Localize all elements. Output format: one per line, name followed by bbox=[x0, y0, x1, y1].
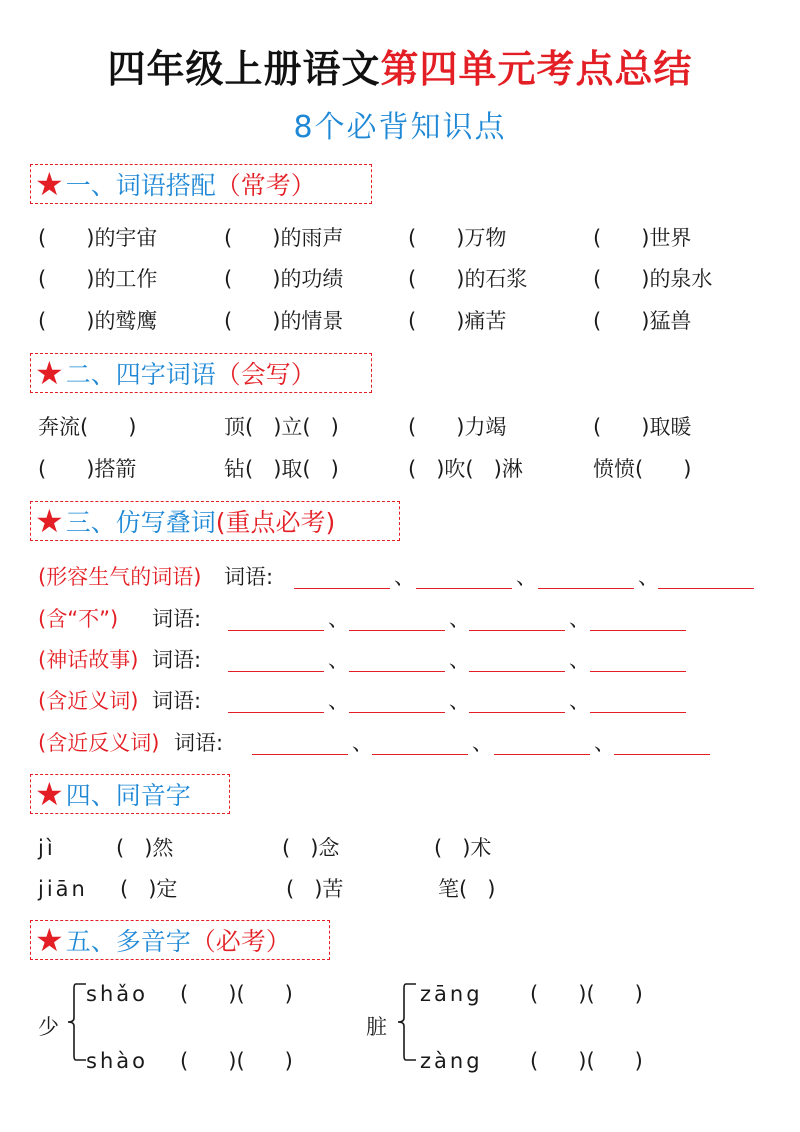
section-4-title: 同音字 bbox=[115, 781, 191, 810]
section-2-title: 四字词语 bbox=[115, 360, 216, 389]
polyphone-blank: ( )( ) bbox=[180, 982, 293, 1006]
s1-item: ( )的工作 bbox=[38, 267, 158, 291]
s1-item: ( )的鹫鹰 bbox=[38, 309, 158, 333]
star-icon: ★ bbox=[35, 921, 64, 959]
answer-blank[interactable] bbox=[252, 754, 348, 755]
s4-item: ( )定 bbox=[120, 877, 178, 901]
s1-item: ( )的功绩 bbox=[224, 267, 344, 291]
s3-category: (形容生气的词语) bbox=[38, 565, 202, 589]
section-5-note: （必考） bbox=[190, 927, 291, 956]
answer-blank[interactable] bbox=[469, 671, 565, 672]
answer-blank[interactable] bbox=[538, 588, 634, 589]
separator: 、 bbox=[328, 648, 349, 672]
star-icon: ★ bbox=[35, 502, 64, 540]
answer-blank[interactable] bbox=[228, 630, 324, 631]
section-1-title: 词语搭配 bbox=[115, 171, 216, 200]
s1-item: ( )世界 bbox=[593, 226, 692, 250]
s2-item: 钻( )取( ) bbox=[224, 457, 339, 481]
polyphone-blank: ( )( ) bbox=[180, 1049, 293, 1073]
s2-item: ( )力竭 bbox=[408, 415, 507, 439]
brace-icon bbox=[394, 980, 418, 1064]
separator: 、 bbox=[638, 565, 659, 589]
section-1-header bbox=[30, 164, 372, 204]
section-4-header bbox=[30, 774, 230, 814]
section-2-number: 二、 bbox=[65, 360, 116, 389]
s1-item: ( )的石浆 bbox=[408, 267, 528, 291]
separator: 、 bbox=[569, 689, 590, 713]
polyphone-pinyin: zāng bbox=[420, 982, 483, 1006]
section-3-number: 三、 bbox=[65, 508, 116, 537]
separator: 、 bbox=[569, 607, 590, 631]
star-icon: ★ bbox=[35, 354, 64, 392]
s3-label: 词语: bbox=[152, 607, 202, 631]
polyphone-pinyin: shào bbox=[86, 1049, 148, 1073]
s1-item: ( )万物 bbox=[408, 226, 507, 250]
s3-category: (含近反义词) bbox=[38, 731, 160, 755]
separator: 、 bbox=[328, 689, 349, 713]
s3-label: 词语: bbox=[174, 731, 224, 755]
s1-item: ( )的泉水 bbox=[593, 267, 713, 291]
answer-blank[interactable] bbox=[228, 712, 324, 713]
polyphone-char: 少 bbox=[38, 1015, 59, 1039]
section-2-note: （会写） bbox=[215, 360, 316, 389]
answer-blank[interactable] bbox=[494, 754, 590, 755]
answer-blank[interactable] bbox=[349, 630, 445, 631]
s2-item: ( )搭箭 bbox=[38, 457, 137, 481]
polyphone-blank: ( )( ) bbox=[530, 1049, 643, 1073]
section-5-title: 多音字 bbox=[115, 927, 191, 956]
separator: 、 bbox=[472, 731, 493, 755]
section-2-header bbox=[30, 353, 372, 393]
answer-blank[interactable] bbox=[228, 671, 324, 672]
s4-pinyin: jì bbox=[38, 836, 56, 860]
answer-blank[interactable] bbox=[469, 630, 565, 631]
section-3-note: (重点必考) bbox=[215, 508, 336, 537]
separator: 、 bbox=[449, 648, 470, 672]
s1-item: ( )的情景 bbox=[224, 309, 344, 333]
separator: 、 bbox=[449, 689, 470, 713]
s2-item: 顶( )立( ) bbox=[224, 415, 339, 439]
separator: 、 bbox=[449, 607, 470, 631]
s3-label: 词语: bbox=[152, 689, 202, 713]
s1-item: ( )的宇宙 bbox=[38, 226, 158, 250]
answer-blank[interactable] bbox=[349, 712, 445, 713]
separator: 、 bbox=[352, 731, 373, 755]
answer-blank[interactable] bbox=[416, 588, 512, 589]
s3-category: (含近义词) bbox=[38, 689, 139, 713]
title-part1: 四年级上册语文 bbox=[107, 47, 381, 91]
s3-category: (神话故事) bbox=[38, 648, 139, 672]
separator: 、 bbox=[516, 565, 537, 589]
polyphone-blank: ( )( ) bbox=[530, 982, 643, 1006]
section-3-title: 仿写叠词 bbox=[115, 508, 216, 537]
separator: 、 bbox=[594, 731, 615, 755]
s1-item: ( )猛兽 bbox=[593, 309, 692, 333]
brace-icon bbox=[64, 980, 88, 1064]
s4-item: ( )苦 bbox=[286, 877, 344, 901]
answer-blank[interactable] bbox=[469, 712, 565, 713]
section-4-number: 四、 bbox=[65, 781, 116, 810]
answer-blank[interactable] bbox=[372, 754, 468, 755]
section-3-header bbox=[30, 501, 400, 541]
separator: 、 bbox=[394, 565, 415, 589]
answer-blank[interactable] bbox=[349, 671, 445, 672]
answer-blank[interactable] bbox=[590, 630, 686, 631]
answer-blank[interactable] bbox=[614, 754, 710, 755]
s2-item: 奔流( ) bbox=[38, 415, 137, 439]
star-icon: ★ bbox=[35, 775, 64, 813]
polyphone-char: 脏 bbox=[366, 1015, 387, 1039]
s4-item: ( )念 bbox=[282, 836, 340, 860]
s4-item: ( )术 bbox=[434, 836, 492, 860]
section-1-note: （常考） bbox=[215, 171, 316, 200]
s4-item: ( )然 bbox=[116, 836, 174, 860]
s4-pinyin: jiān bbox=[38, 877, 88, 901]
s4-item: 笔( ) bbox=[438, 877, 496, 901]
s2-item: ( )吹( )淋 bbox=[408, 457, 523, 481]
answer-blank[interactable] bbox=[590, 671, 686, 672]
separator: 、 bbox=[328, 607, 349, 631]
s3-category: (含“不”) bbox=[38, 607, 119, 631]
answer-blank[interactable] bbox=[294, 588, 390, 589]
answer-blank[interactable] bbox=[590, 712, 686, 713]
polyphone-pinyin: zàng bbox=[420, 1049, 483, 1073]
page-title bbox=[0, 38, 800, 93]
separator: 、 bbox=[569, 648, 590, 672]
title-part2: 第四单元考点总结 bbox=[380, 47, 693, 91]
s3-label: 词语: bbox=[152, 648, 202, 672]
section-5-header bbox=[30, 920, 330, 960]
section-1-number: 一、 bbox=[65, 171, 116, 200]
s3-label: 词语: bbox=[224, 565, 274, 589]
answer-blank[interactable] bbox=[658, 588, 754, 589]
s2-item: 愤愤( ) bbox=[593, 457, 692, 481]
s2-item: ( )取暖 bbox=[593, 415, 692, 439]
s1-item: ( )痛苦 bbox=[408, 309, 507, 333]
polyphone-pinyin: shǎo bbox=[86, 982, 148, 1006]
page-subtitle: 8个必背知识点 bbox=[293, 110, 507, 145]
s1-item: ( )的雨声 bbox=[224, 226, 344, 250]
star-icon: ★ bbox=[35, 165, 64, 203]
section-5-number: 五、 bbox=[65, 927, 116, 956]
